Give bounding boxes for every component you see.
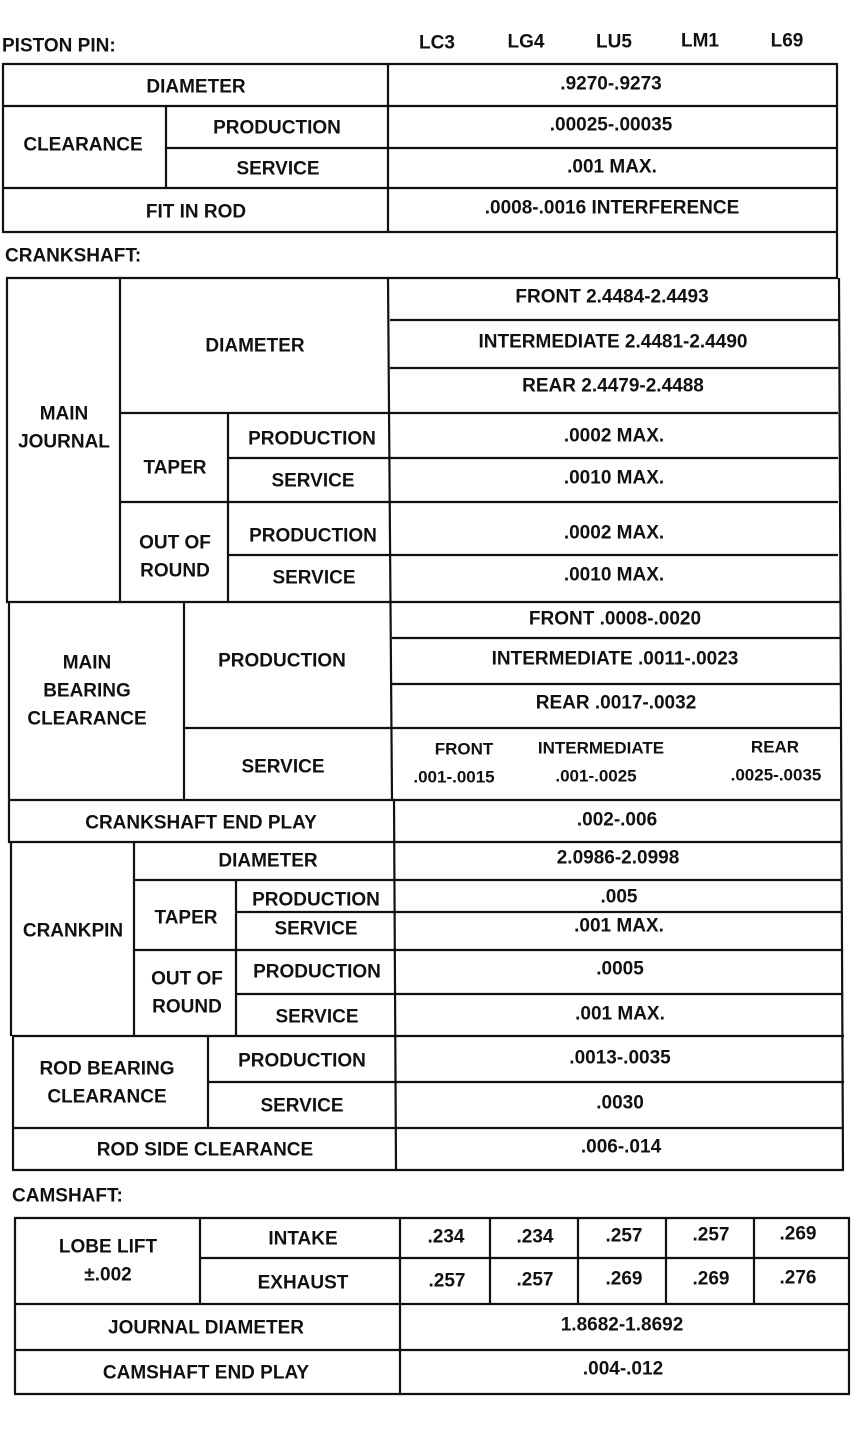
- engine-header-lg4: LG4: [507, 31, 545, 53]
- main-journal-label-1: MAIN: [39, 403, 89, 425]
- fit-in-rod-label: FIT IN ROD: [145, 201, 247, 223]
- rod-bearing-service-label: SERVICE: [260, 1095, 344, 1117]
- main-journal-taper-label: TAPER: [143, 457, 207, 479]
- pin-clearance-production-label: PRODUCTION: [213, 117, 341, 139]
- crankpin-oor-production-value: .0005: [596, 958, 644, 980]
- main-bearing-service-label: SERVICE: [241, 756, 325, 778]
- main-bearing-production-label: PRODUCTION: [218, 650, 346, 672]
- engine-header-lm1: LM1: [681, 30, 719, 52]
- pin-clearance-label: CLEARANCE: [23, 134, 143, 156]
- main-journal-oor-production-label: PRODUCTION: [249, 525, 377, 547]
- main-bearing-production-front: FRONT .0008-.0020: [528, 608, 702, 630]
- main-journal-oor-production-value: .0002 MAX.: [563, 522, 665, 544]
- main-bearing-service-rear-label: REAR: [750, 737, 800, 757]
- crankpin-taper-service-value: .001 MAX.: [574, 915, 664, 937]
- rod-bearing-production-value: .0013-.0035: [569, 1047, 671, 1069]
- main-journal-diameter-label: DIAMETER: [205, 335, 305, 357]
- journal-diameter-label: JOURNAL DIAMETER: [108, 1317, 304, 1339]
- intake-lg4: .234: [516, 1226, 554, 1248]
- exhaust-lc3: .257: [428, 1270, 466, 1292]
- main-bearing-production-rear: REAR .0017-.0032: [535, 692, 697, 714]
- engine-header-lc3: LC3: [419, 32, 455, 54]
- main-bearing-service-front-label: FRONT: [434, 739, 494, 759]
- main-journal-taper-service-label: SERVICE: [271, 470, 355, 492]
- crankpin-label: CRANKPIN: [22, 920, 124, 942]
- main-bearing-label-2: BEARING: [43, 680, 131, 702]
- engine-header-lu5: LU5: [596, 31, 632, 53]
- pin-diameter-label: DIAMETER: [146, 76, 246, 98]
- crankpin-taper-label: TAPER: [154, 907, 218, 929]
- piston-pin-heading: PISTON PIN:: [2, 35, 116, 57]
- main-journal-oor-service-value: .0010 MAX.: [563, 564, 665, 586]
- main-journal-oor-label-1: OUT OF: [139, 532, 211, 554]
- main-bearing-service-intermediate-value: .001-.0025: [555, 766, 637, 786]
- camshaft-end-play-value: .004-.012: [582, 1358, 664, 1380]
- rod-side-clearance-label: ROD SIDE CLEARANCE: [96, 1139, 314, 1161]
- crankpin-taper-production-value: .005: [600, 886, 638, 908]
- crankpin-oor-label-2: ROUND: [152, 996, 222, 1018]
- main-journal-diameter-rear: REAR 2.4479-2.4488: [522, 375, 704, 397]
- exhaust-lu5: .269: [605, 1268, 643, 1290]
- intake-l69: .269: [779, 1223, 817, 1245]
- crankpin-diameter-value: 2.0986-2.0998: [556, 847, 680, 869]
- rod-bearing-label-1: ROD BEARING: [39, 1058, 175, 1080]
- main-journal-diameter-front: FRONT 2.4484-2.4493: [515, 286, 709, 308]
- main-bearing-production-intermediate: INTERMEDIATE .0011-.0023: [491, 648, 739, 670]
- exhaust-l69: .276: [779, 1267, 817, 1289]
- main-bearing-service-front-value: .001-.0015: [413, 767, 495, 787]
- pin-diameter-value: .9270-.9273: [560, 73, 662, 95]
- intake-lm1: .257: [692, 1224, 730, 1246]
- intake-lc3: .234: [427, 1226, 465, 1248]
- crankshaft-heading: CRANKSHAFT:: [5, 245, 142, 267]
- journal-diameter-value: 1.8682-1.8692: [560, 1314, 684, 1336]
- pin-clearance-service-value: .001 MAX.: [567, 156, 657, 178]
- main-journal-diameter-intermediate: INTERMEDIATE 2.4481-2.4490: [478, 331, 748, 353]
- lobe-lift-label-1: LOBE LIFT: [58, 1236, 158, 1258]
- rod-bearing-label-2: CLEARANCE: [47, 1086, 167, 1108]
- crankpin-oor-production-label: PRODUCTION: [253, 961, 381, 983]
- rod-side-clearance-value: .006-.014: [580, 1136, 662, 1158]
- crankshaft-end-play-value: .002-.006: [576, 809, 658, 831]
- crankpin-oor-service-label: SERVICE: [275, 1006, 359, 1028]
- fit-in-rod-value: .0008-.0016 INTERFERENCE: [484, 197, 740, 219]
- main-journal-taper-service-value: .0010 MAX.: [563, 467, 665, 489]
- engine-header-l69: L69: [770, 30, 804, 52]
- camshaft-heading: CAMSHAFT:: [12, 1185, 123, 1207]
- main-bearing-label-1: MAIN: [62, 652, 112, 674]
- rod-bearing-production-label: PRODUCTION: [238, 1050, 366, 1072]
- exhaust-lg4: .257: [516, 1269, 554, 1291]
- main-bearing-label-3: CLEARANCE: [27, 708, 147, 730]
- crankpin-taper-service-label: SERVICE: [274, 918, 358, 940]
- pin-clearance-service-label: SERVICE: [236, 158, 320, 180]
- rod-bearing-service-value: .0030: [596, 1092, 644, 1114]
- crankpin-taper-production-label: PRODUCTION: [252, 889, 380, 911]
- main-bearing-service-intermediate-label: INTERMEDIATE: [537, 738, 665, 758]
- crankshaft-end-play-label: CRANKSHAFT END PLAY: [85, 812, 317, 834]
- main-bearing-service-rear-value: .0025-.0035: [730, 765, 822, 785]
- main-journal-label-2: JOURNAL: [18, 431, 110, 453]
- main-journal-oor-label-2: ROUND: [140, 560, 210, 582]
- lobe-lift-label-2: ±.002: [84, 1264, 132, 1286]
- main-journal-taper-production-value: .0002 MAX.: [563, 425, 665, 447]
- main-journal-taper-production-label: PRODUCTION: [248, 428, 376, 450]
- camshaft-end-play-label: CAMSHAFT END PLAY: [102, 1362, 310, 1384]
- intake-lu5: .257: [605, 1225, 643, 1247]
- pin-clearance-production-value: .00025-.00035: [549, 114, 673, 136]
- crankpin-diameter-label: DIAMETER: [218, 850, 318, 872]
- lobe-lift-intake-label: INTAKE: [268, 1228, 338, 1250]
- lobe-lift-exhaust-label: EXHAUST: [257, 1272, 349, 1294]
- crankpin-oor-label-1: OUT OF: [151, 968, 223, 990]
- crankpin-oor-service-value: .001 MAX.: [575, 1003, 665, 1025]
- exhaust-lm1: .269: [692, 1268, 730, 1290]
- main-journal-oor-service-label: SERVICE: [272, 567, 356, 589]
